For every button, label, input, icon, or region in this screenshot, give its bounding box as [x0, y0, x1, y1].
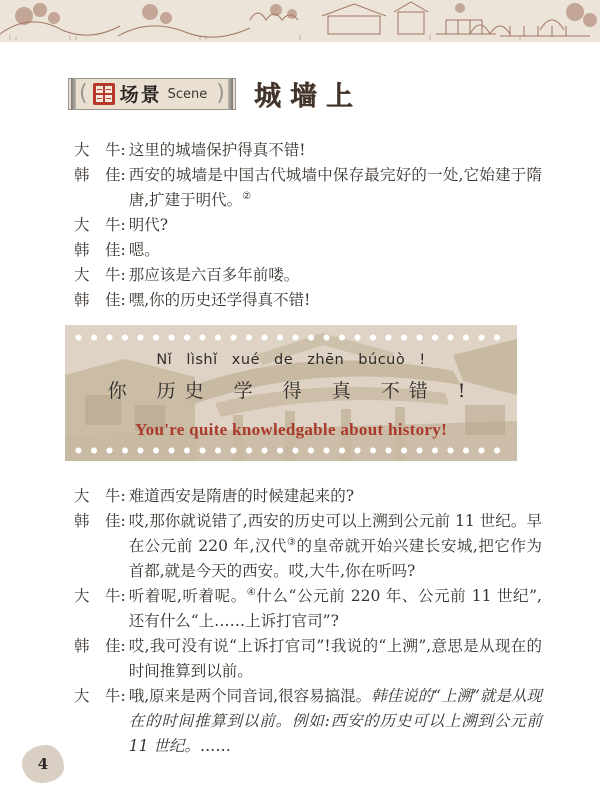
dialogue-speaker: 韩 佳:: [74, 512, 126, 530]
dialogue-line: [74, 634, 542, 684]
dialogue-text: [129, 138, 542, 163]
dialogue-text-segment: 明代?: [128, 216, 169, 234]
dialogue-speaker: 韩 佳:: [74, 291, 126, 309]
dialogue-text: [129, 584, 542, 634]
left-parenthesis-icon: (: [79, 80, 88, 106]
key-sentence: [65, 325, 517, 440]
dialogue-text-segment: ③: [286, 536, 297, 548]
dialogue-line: [74, 684, 542, 759]
key-sentence-pinyin: Nǐ lìshǐ xué de zhēn búcuò !: [156, 352, 426, 368]
dialogue-speaker: 韩 佳:: [74, 241, 126, 259]
dialogue-text: [129, 213, 542, 238]
dialogue-text-segment: 韩佳说的“上溯”就是从现在的时间推算到以前。例如:西安的历史可以上溯到公元前 11 世纪。: [128, 687, 542, 755]
dialogue-text: [129, 484, 542, 509]
key-sentence-hanzi: 你 历史 学 得 真 不错 !: [107, 380, 475, 402]
key-sentence-translation: You're quite knowledgable about history!: [134, 420, 448, 439]
decorative-landscape-border-icon: [0, 0, 600, 42]
dialogue-line: [74, 288, 542, 313]
dialogue-text: [129, 263, 542, 288]
scene-label-en: Scene: [167, 87, 208, 102]
page-number: 4: [37, 755, 49, 773]
dialogue-line: [74, 238, 542, 263]
dialogue-text-segment: 嘿,你的历史还学得真不错!: [128, 291, 311, 309]
dialogue-speaker: 韩 佳:: [74, 166, 126, 184]
dialogue-text-segment: ……: [199, 737, 231, 755]
dialogue-line: [74, 509, 542, 584]
dialogue-text-segment: ②: [242, 190, 252, 202]
right-parenthesis-icon: ): [216, 80, 225, 106]
page-title: 城墙上: [253, 81, 362, 112]
page-number-badge: [22, 745, 64, 783]
dialogue-text-segment: 听着呢,听着呢。: [128, 587, 247, 605]
dialogue-text-segment: ④: [246, 586, 257, 598]
dialogue-line: [74, 263, 542, 288]
dialogue-text-segment: 什么“公元前 220 年、公元前 11 世纪”,还有什么“上……上诉打官司”?: [128, 587, 542, 630]
film-perforation-dots-icon: [75, 447, 507, 454]
dialogue-speaker: 大 牛:: [74, 266, 126, 284]
dialogue-text: [129, 238, 542, 263]
dialogue-line: [74, 213, 542, 238]
dialogue-section-bottom: [74, 484, 542, 759]
dialogue-line: [74, 584, 542, 634]
dialogue-text-segment: 难道西安是隋唐的时候建起来的?: [128, 487, 355, 505]
dialogue-text-segment: 哎,我可没有说“上诉打官司”!我说的“上溯”,意思是从现在的时间推算到以前。: [128, 637, 542, 680]
dialogue-text: [129, 509, 542, 584]
section-header: [68, 74, 362, 113]
dialogue-text-segment: 哦,原来是两个同音词,很容易搞混。: [128, 687, 372, 705]
dialogue-text-segment: 嗯。: [128, 241, 160, 259]
dialogue-text: [129, 634, 542, 684]
dialogue-line: [74, 138, 542, 163]
pill-end-cap-icon: [228, 78, 233, 110]
dialogue-text-segment: 西安的城墙是中国古代城墙中保存最完好的一处,它始建于隋唐,扩建于明代。: [128, 166, 542, 209]
dialogue-text: [129, 684, 542, 759]
dialogue-text-segment: 那应该是六百多年前喽。: [128, 266, 300, 284]
dialogue-speaker: 大 牛:: [74, 216, 126, 234]
landscape-art: [0, 0, 600, 42]
dialogue-speaker: 大 牛:: [74, 487, 126, 505]
dialogue-text: [129, 288, 542, 313]
dialogue-line: [74, 163, 542, 213]
scene-label-zh: 场景: [119, 84, 162, 106]
dialogue-speaker: 大 牛:: [74, 141, 126, 159]
dialogue-speaker: 韩 佳:: [74, 637, 126, 655]
dialogue-speaker: 大 牛:: [74, 687, 126, 705]
dialogue-line: [74, 484, 542, 509]
red-seal-stamp-icon: [93, 83, 115, 105]
dialogue-speaker: 大 牛:: [74, 587, 126, 605]
dialogue-text: [129, 163, 542, 213]
scene-label-pill: [68, 78, 236, 110]
dialogue-text-segment: 哎,那你就说错了,西安的历史可以上溯到公元前 11 世纪。早在公元前 220 年,汉代: [128, 512, 542, 555]
dialogue-text-segment: 这里的城墙保护得真不错!: [128, 141, 306, 159]
dialogue-section-top: [74, 138, 542, 313]
key-sentence-box: [65, 325, 517, 461]
dialogue-text-segment: 的皇帝就开始兴建长安城,把它作为首都,就是今天的西安。哎,大牛,你在听吗?: [128, 537, 542, 580]
